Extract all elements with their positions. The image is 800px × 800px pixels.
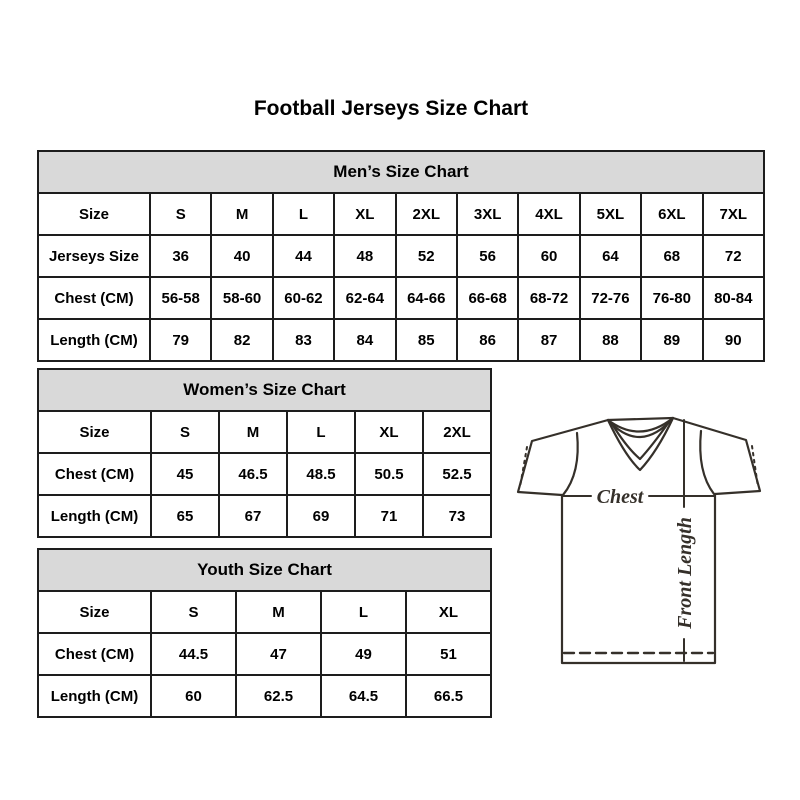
value-cell: 60-62 bbox=[273, 277, 334, 319]
value-cell: 64-66 bbox=[396, 277, 457, 319]
value-cell: 51 bbox=[406, 633, 491, 675]
table-row bbox=[38, 453, 491, 495]
value-cell: 36 bbox=[150, 235, 211, 277]
value-cell: 44 bbox=[273, 235, 334, 277]
jersey-right-armhole-seam bbox=[700, 431, 714, 494]
value-cell: 69 bbox=[287, 495, 355, 537]
value-cell: 60 bbox=[518, 235, 579, 277]
value-cell: L bbox=[273, 193, 334, 235]
value-cell: 52 bbox=[396, 235, 457, 277]
chest-measure-label: Chest bbox=[596, 486, 644, 508]
row-label-cell: Chest (CM) bbox=[38, 453, 151, 495]
value-cell: 47 bbox=[236, 633, 321, 675]
value-cell: S bbox=[150, 193, 211, 235]
value-cell: 66-68 bbox=[457, 277, 518, 319]
jersey-right-sleeve-outline bbox=[673, 418, 760, 494]
value-cell: 56-58 bbox=[150, 277, 211, 319]
value-cell: S bbox=[151, 591, 236, 633]
table-header-row bbox=[38, 369, 491, 411]
table-header-row bbox=[38, 151, 764, 193]
value-cell: 48 bbox=[334, 235, 395, 277]
value-cell: 58-60 bbox=[211, 277, 272, 319]
table-row bbox=[38, 495, 491, 537]
row-label-cell: Chest (CM) bbox=[38, 633, 151, 675]
jersey-diagram bbox=[500, 395, 780, 675]
value-cell: 67 bbox=[219, 495, 287, 537]
value-cell: 60 bbox=[151, 675, 236, 717]
value-cell: 3XL bbox=[457, 193, 518, 235]
value-cell: S bbox=[151, 411, 219, 453]
value-cell: 84 bbox=[334, 319, 395, 361]
value-cell: 40 bbox=[211, 235, 272, 277]
value-cell: 4XL bbox=[518, 193, 579, 235]
row-label-cell: Length (CM) bbox=[38, 319, 150, 361]
value-cell: 64.5 bbox=[321, 675, 406, 717]
row-label-cell: Size bbox=[38, 193, 150, 235]
value-cell: 85 bbox=[396, 319, 457, 361]
table-row bbox=[38, 193, 764, 235]
table-header-row bbox=[38, 549, 491, 591]
row-label-cell: Jerseys Size bbox=[38, 235, 150, 277]
youth-size-chart-table bbox=[37, 548, 492, 718]
jersey-left-armhole-seam bbox=[563, 433, 578, 495]
value-cell: 50.5 bbox=[355, 453, 423, 495]
value-cell: 86 bbox=[457, 319, 518, 361]
value-cell: 71 bbox=[355, 495, 423, 537]
value-cell: L bbox=[321, 591, 406, 633]
value-cell: 45 bbox=[151, 453, 219, 495]
value-cell: M bbox=[236, 591, 321, 633]
jersey-left-sleeve-outline bbox=[518, 420, 608, 495]
mens-size-chart-table bbox=[37, 150, 765, 362]
value-cell: 68-72 bbox=[518, 277, 579, 319]
value-cell: 82 bbox=[211, 319, 272, 361]
row-label-cell: Chest (CM) bbox=[38, 277, 150, 319]
value-cell: 72-76 bbox=[580, 277, 641, 319]
table-row bbox=[38, 319, 764, 361]
row-label-cell: Length (CM) bbox=[38, 675, 151, 717]
front-length-measure-label: Front Length bbox=[674, 517, 696, 629]
value-cell: 56 bbox=[457, 235, 518, 277]
page-title: Football Jerseys Size Chart bbox=[253, 97, 529, 120]
value-cell: 90 bbox=[703, 319, 764, 361]
womens-chart-header: Women’s Size Chart bbox=[38, 369, 491, 411]
womens-size-chart-table bbox=[37, 368, 492, 538]
value-cell: 87 bbox=[518, 319, 579, 361]
value-cell: 49 bbox=[321, 633, 406, 675]
value-cell: 72 bbox=[703, 235, 764, 277]
value-cell: 89 bbox=[641, 319, 702, 361]
table-row bbox=[38, 675, 491, 717]
value-cell: 73 bbox=[423, 495, 491, 537]
value-cell: 83 bbox=[273, 319, 334, 361]
value-cell: 48.5 bbox=[287, 453, 355, 495]
value-cell: 65 bbox=[151, 495, 219, 537]
jersey-collar-top-line bbox=[608, 418, 673, 420]
value-cell: 62.5 bbox=[236, 675, 321, 717]
value-cell: 5XL bbox=[580, 193, 641, 235]
table-row bbox=[38, 277, 764, 319]
table-row bbox=[38, 633, 491, 675]
value-cell: 68 bbox=[641, 235, 702, 277]
value-cell: 2XL bbox=[396, 193, 457, 235]
value-cell: 44.5 bbox=[151, 633, 236, 675]
value-cell: 64 bbox=[580, 235, 641, 277]
value-cell: 52.5 bbox=[423, 453, 491, 495]
value-cell: 76-80 bbox=[641, 277, 702, 319]
value-cell: 62-64 bbox=[334, 277, 395, 319]
value-cell: XL bbox=[355, 411, 423, 453]
jersey-diagram-svg bbox=[500, 395, 780, 675]
row-label-cell: Size bbox=[38, 411, 151, 453]
value-cell: L bbox=[287, 411, 355, 453]
value-cell: 2XL bbox=[423, 411, 491, 453]
value-cell: XL bbox=[334, 193, 395, 235]
value-cell: 6XL bbox=[641, 193, 702, 235]
value-cell: M bbox=[219, 411, 287, 453]
value-cell: 80-84 bbox=[703, 277, 764, 319]
value-cell: M bbox=[211, 193, 272, 235]
value-cell: XL bbox=[406, 591, 491, 633]
value-cell: 79 bbox=[150, 319, 211, 361]
value-cell: 66.5 bbox=[406, 675, 491, 717]
value-cell: 46.5 bbox=[219, 453, 287, 495]
row-label-cell: Length (CM) bbox=[38, 495, 151, 537]
mens-chart-header: Men’s Size Chart bbox=[38, 151, 764, 193]
table-row bbox=[38, 235, 764, 277]
row-label-cell: Size bbox=[38, 591, 151, 633]
value-cell: 88 bbox=[580, 319, 641, 361]
value-cell: 7XL bbox=[703, 193, 764, 235]
youth-chart-header: Youth Size Chart bbox=[38, 549, 491, 591]
table-row bbox=[38, 411, 491, 453]
table-row bbox=[38, 591, 491, 633]
